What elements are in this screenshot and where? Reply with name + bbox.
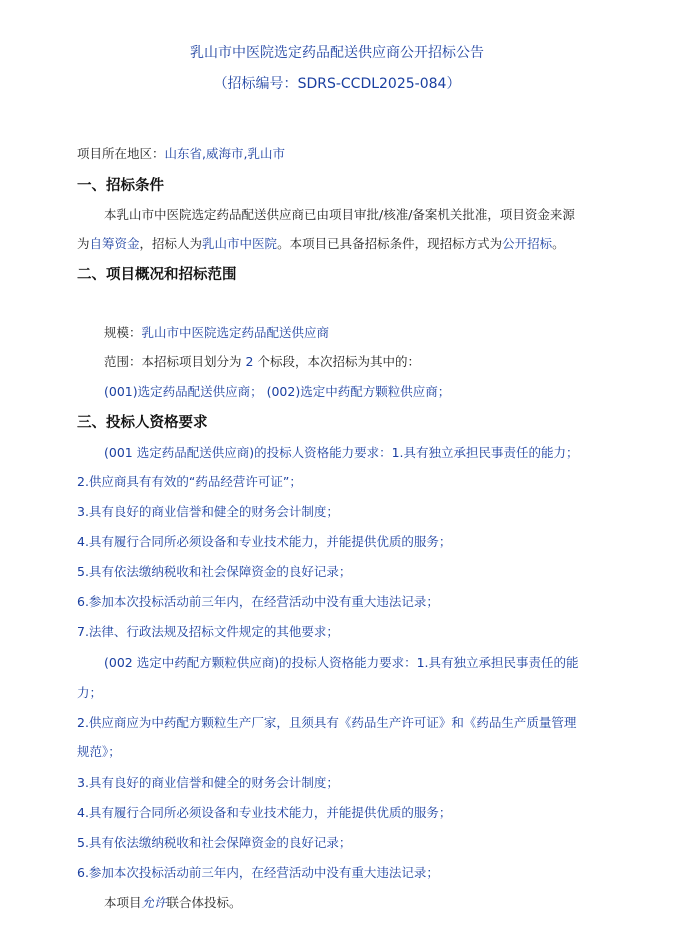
lot1-item: 2.供应商具有有效的“药品经营许可证”；: [77, 474, 302, 489]
lot1-item: 4.具有履行合同所必须设备和专业技术能力，并能提供优质的服务；: [77, 534, 452, 549]
lot1-item: 6.参加本次投标活动前三年内，在经营活动中没有重大违法记录；: [77, 594, 439, 609]
lots: (001)选定药品配送供应商； (002)选定中药配方颗粒供应商；: [104, 384, 451, 399]
sec1-line-2: 为自筹资金，招标人为乳山市中医院。本项目已具备招标条件，现招标方式为公开招标。: [77, 236, 565, 251]
scope: 范围：本招标项目划分为 2 个标段，本次招标为其中的：: [104, 354, 420, 369]
location: 项目所在地区：山东省,威海市,乳山市: [77, 146, 285, 161]
scale: 规模：乳山市中医院选定药品配送供应商: [104, 325, 330, 340]
section-heading-1: 一、招标条件: [77, 178, 164, 194]
lot2-head-cont: 力；: [77, 685, 103, 700]
sec1-line-1: 本乳山市中医院选定药品配送供应商已由项目审批/核准/备案机关批准，项目资金来源: [104, 207, 575, 222]
consortium: 本项目允许联合体投标。: [104, 895, 242, 910]
lot2-head: (002 选定中药配方颗粒供应商)的投标人资格能力要求：1.具有独立承担民事责任的能: [104, 655, 579, 670]
lot2-item-2: 2.供应商应为中药配方颗粒生产厂家，且须具有《药品生产许可证》和《药品生产质量管理: [77, 715, 577, 730]
lot1-head: (001 选定药品配送供应商)的投标人资格能力要求：1.具有独立承担民事责任的能力；: [104, 445, 579, 460]
tender-number: （招标编号：SDRS-CCDL2025-084）: [213, 76, 461, 92]
section-heading-2: 二、项目概况和招标范围: [77, 267, 237, 283]
lot1-item: 5.具有依法缴纳税收和社会保障资金的良好记录；: [77, 564, 352, 579]
lot1-item: 7.法律、行政法规及招标文件规定的其他要求；: [77, 624, 339, 639]
lot2-item: 4.具有履行合同所必须设备和专业技术能力，并能提供优质的服务；: [77, 805, 452, 820]
lot2-item: 3.具有良好的商业信誉和健全的财务会计制度；: [77, 775, 339, 790]
lot2-item: 5.具有依法缴纳税收和社会保障资金的良好记录；: [77, 835, 352, 850]
page-title: 乳山市中医院选定药品配送供应商公开招标公告: [190, 45, 484, 61]
lot1-item: 3.具有良好的商业信誉和健全的财务会计制度；: [77, 504, 339, 519]
section-heading-3: 三、投标人资格要求: [77, 415, 208, 431]
lot2-item: 6.参加本次投标活动前三年内，在经营活动中没有重大违法记录；: [77, 865, 439, 880]
lot2-item-2-cont: 规范》；: [77, 744, 121, 759]
